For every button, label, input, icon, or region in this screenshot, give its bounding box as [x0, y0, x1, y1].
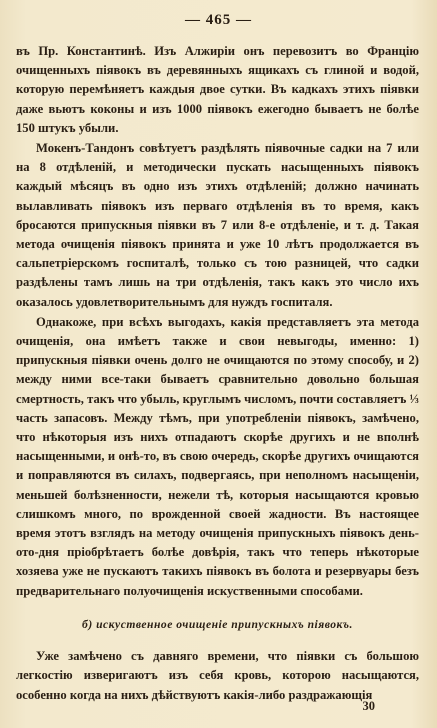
- paragraph-1: въ Пр. Константинѣ. Изъ Алжиріи онъ перевозитъ во Францію очищенныхъ піявокъ въ деревянныхъ ящикахъ съ глиной и водой, которую перемѣняетъ каждыя двое сутки. Въ кадкахъ этихъ піявки даже вьютъ коконы и изъ 1000 піявокъ ежегодно бываетъ не болѣе 150 штукъ убыли.: [16, 44, 419, 135]
- paragraph-2: Мокенъ-Тандонъ совѣтуетъ раздѣлять піявочные садки на 7 или на 8 отдѣленій, и методически пускать насыщенныхъ піявокъ каждый мѣсяцъ въ одно изъ этихъ отдѣленій; должно начинать вылавливать піявокъ изъ перваго отдѣленія въ то время, какъ бросаются припускныя піявки въ 7 или 8-е отдѣленіе, и т. д. Такая метода очищенія піявокъ принята и уже 10 лѣтъ продолжается въ сальпетріерскомъ госпиталѣ, только съ тою разницей, что садки раздѣлены тамъ лишь на три отдѣленія, такъ какъ это число ихъ оказалось удовлетворительнымъ для нуждъ госпиталя.: [16, 141, 419, 309]
- section-heading: б) искуственное очищеніе припускныхъ піявокъ.: [82, 617, 353, 631]
- body-text: [16, 42, 419, 705]
- signature-mark: 30: [362, 699, 375, 713]
- page-number: — 465 —: [185, 12, 252, 28]
- paragraph-3: Однакоже, при всѣхъ выгодахъ, какія представляетъ эта метода очищенія, она имѣетъ также и свои невыгоды, именно: 1) припускныя піявки очень долго не очищаются по этому способу, и 2) между ними все-таки бываетъ сравнительно довольно большая смертность, такъ что убыль, круглымъ числомъ, почти составляетъ ⅓ часть запасовъ. Между тѣмъ, при употребленіи піявокъ, замѣчено, что нѣкоторыя изъ нихъ отпадаютъ скорѣе другихъ и не вполнѣ насыщенными, и онѣ-то, въ свою очередь, скорѣе другихъ очищаются и поправляются въ силахъ, подвергаясь, при неполномъ насыщеніи, меньшей болѣзненности, нежели тѣ, которыя насыщаются кровью слишкомъ много, по врожденной своей жадности. Въ настоящее время этотъ взглядъ на методу очищенія припускныхъ піявокъ день-ото-дня пріобрѣтаетъ болѣе довѣрія, такъ что теперь нѣкоторые хозяева уже не пускаютъ такихъ піявокъ въ болота и резервуары безъ предварительнаго полуочищенія искуственными способами.: [16, 314, 419, 598]
- paragraph-4: Уже замѣчено съ давняго времени, что піявки съ большою легкостію изверигаютъ изъ себя кровь, которою насыщаются, особенно когда на нихъ дѣйствуютъ какія-либо раздражающія: [16, 649, 419, 702]
